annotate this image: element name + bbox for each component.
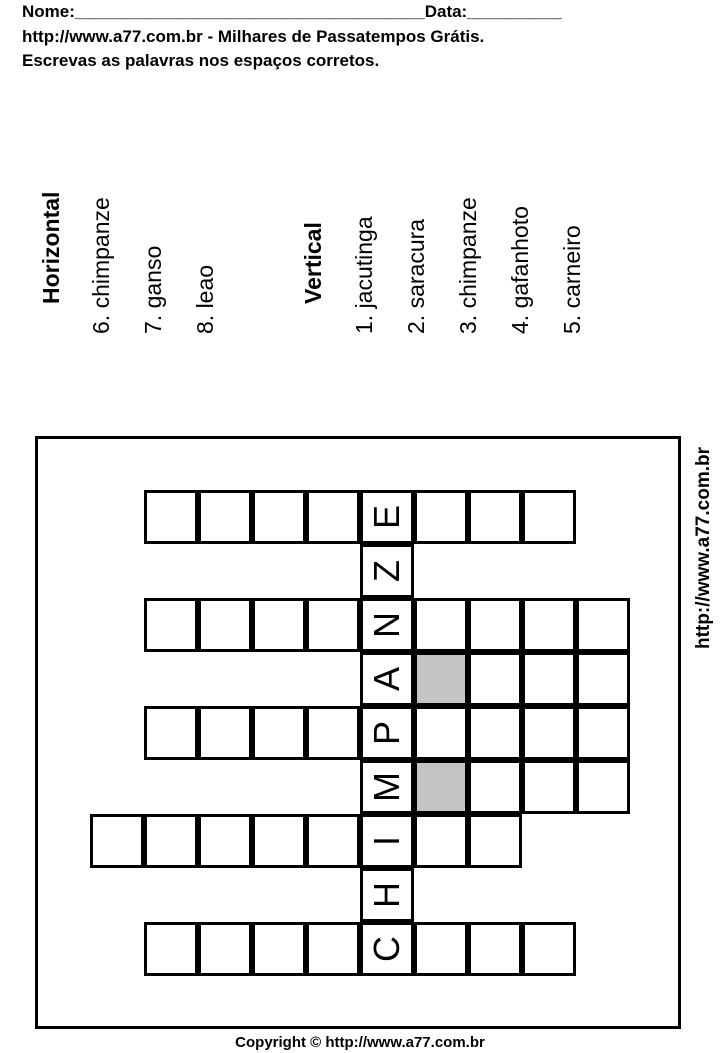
grid-cell[interactable] (252, 814, 306, 868)
grid-cell[interactable] (144, 922, 198, 976)
name-date-line: Nome:_____________________________________Data:__________ (22, 2, 562, 21)
grid-letter: H (366, 882, 407, 908)
grid-letter: E (365, 504, 407, 530)
grid-cell[interactable] (144, 598, 198, 652)
grid-letter: N (366, 612, 407, 638)
grid-cell[interactable] (198, 598, 252, 652)
vertical-clue: 5. carneiro (559, 225, 585, 334)
instructions: Escrevas as palavras nos espaços corretos. (22, 51, 380, 70)
vertical-clue: 4. gafanhoto (507, 206, 533, 334)
vertical-clue: 3. chimpanze (455, 197, 481, 334)
grid-cell[interactable] (252, 922, 306, 976)
grid-cell[interactable] (414, 652, 468, 706)
grid-cell[interactable] (306, 922, 360, 976)
grid-cell[interactable] (576, 706, 630, 760)
horizontal-clue: 7. ganso (140, 245, 166, 334)
grid-cell[interactable] (414, 598, 468, 652)
grid-cell[interactable] (252, 598, 306, 652)
grid-cell[interactable] (144, 814, 198, 868)
grid-cell[interactable] (414, 814, 468, 868)
grid-letter: M (366, 772, 407, 802)
grid-cell[interactable] (414, 760, 468, 814)
grid-cell[interactable] (468, 814, 522, 868)
grid-cell[interactable] (198, 814, 252, 868)
horizontal-clue: 8. leao (192, 264, 218, 334)
grid-cell[interactable] (522, 652, 576, 706)
grid-cell[interactable] (144, 706, 198, 760)
grid-cell[interactable] (468, 598, 522, 652)
grid-cell[interactable] (252, 706, 306, 760)
grid-cell[interactable] (468, 760, 522, 814)
grid-cell[interactable] (414, 706, 468, 760)
grid-cell[interactable] (414, 490, 468, 544)
grid-cell[interactable] (252, 490, 306, 544)
grid-letter: C (366, 936, 407, 962)
grid-cell[interactable] (306, 706, 360, 760)
grid-cell[interactable] (576, 760, 630, 814)
grid-cell[interactable] (306, 598, 360, 652)
grid-cell[interactable] (522, 490, 576, 544)
grid-cell[interactable] (522, 706, 576, 760)
grid-letter: P (365, 720, 407, 746)
grid-cell[interactable] (198, 490, 252, 544)
horizontal-heading: Horizontal (38, 191, 64, 304)
grid-letter: Z (366, 560, 407, 582)
grid-cell[interactable] (576, 598, 630, 652)
vertical-heading: Vertical (300, 222, 326, 304)
grid-cell[interactable] (522, 760, 576, 814)
grid-cell[interactable] (468, 490, 522, 544)
grid-cell[interactable] (306, 814, 360, 868)
grid-cell[interactable] (468, 652, 522, 706)
grid-cell[interactable] (198, 922, 252, 976)
grid-cell[interactable] (306, 490, 360, 544)
grid-cell[interactable] (198, 706, 252, 760)
side-url: http://www.a77.com.br (693, 447, 714, 649)
site-line: http://www.a77.com.br - Milhares de Passatempos Grátis. (22, 27, 485, 46)
vertical-clue: 1. jacutinga (351, 216, 377, 334)
copyright: Copyright © http://www.a77.com.br (235, 1034, 485, 1051)
grid-cell[interactable] (522, 598, 576, 652)
grid-cell[interactable] (468, 706, 522, 760)
grid-cell[interactable] (468, 922, 522, 976)
grid-letter: A (365, 666, 407, 692)
grid-cell[interactable] (414, 922, 468, 976)
grid-cell[interactable] (522, 922, 576, 976)
grid-cell[interactable] (576, 652, 630, 706)
horizontal-clue: 6. chimpanze (88, 197, 114, 334)
grid-cell[interactable] (144, 490, 198, 544)
vertical-clue: 2. saracura (403, 218, 429, 334)
grid-cell[interactable] (90, 814, 144, 868)
grid-letter: I (365, 835, 407, 847)
